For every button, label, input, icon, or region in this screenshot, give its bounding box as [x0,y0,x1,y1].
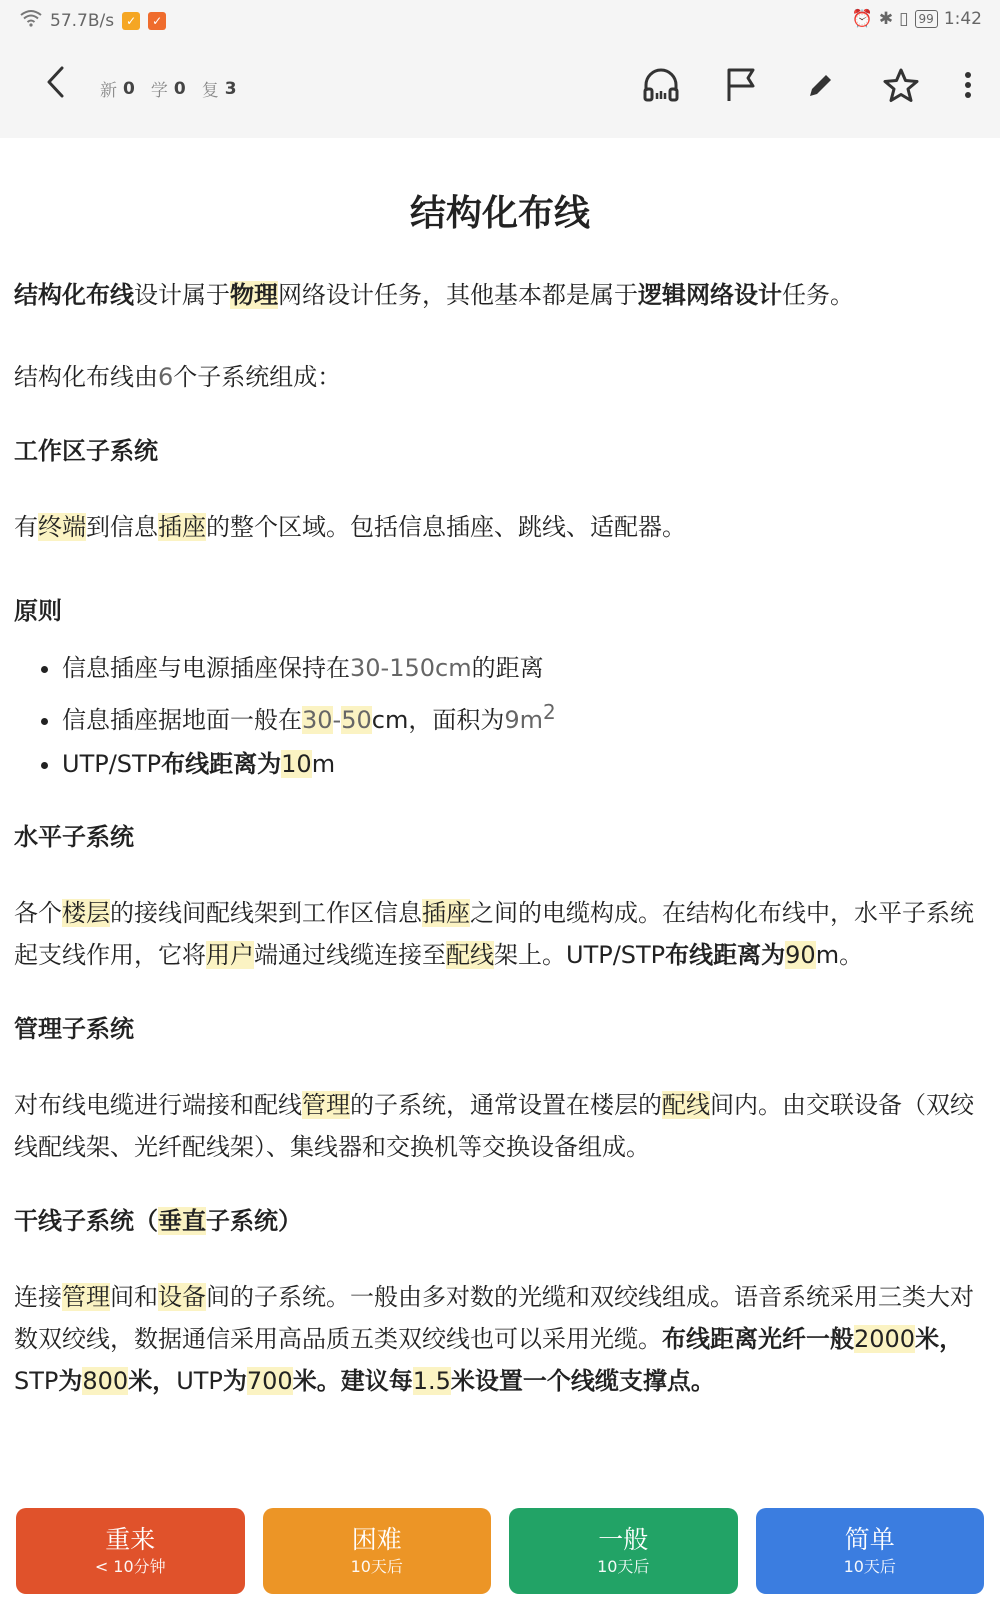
section-heading: 水平子系统 [14,823,134,851]
list-item [62,646,986,690]
term: 为 [222,1367,247,1395]
review-label: 复 [201,81,219,101]
text: 间和 [110,1283,158,1311]
answer-buttons [16,1508,984,1594]
composition-paragraph [14,356,986,398]
section-heading: 工作区子系统 [14,437,158,465]
number: 30-150cm [350,654,472,682]
highlight: 设备 [158,1283,206,1311]
hard-interval: 10天后 [350,1557,403,1576]
section-heading: 原则 [14,597,62,625]
toolbar [636,62,980,112]
highlight: 50 [341,706,372,734]
flag-button[interactable] [716,62,766,112]
highlight: 楼层 [62,899,110,927]
headphones-icon [641,67,681,107]
text: UTP [176,1367,223,1395]
highlight: 插座 [158,513,206,541]
highlight: 配线 [446,941,494,969]
status-left [20,9,166,32]
text: STP [14,1367,59,1395]
notification-icon: ✓ [122,12,140,30]
card-content [14,150,986,1402]
superscript: 2 [543,700,556,724]
highlight: 管理 [62,1283,110,1311]
term: 米， [915,1325,964,1353]
new-label: 新 [100,81,117,101]
number: 9m [504,706,543,734]
highlight: 90 [785,941,816,969]
term: 米。建议每 [292,1367,413,1395]
back-icon [44,65,68,103]
good-label: 一般 [598,1525,649,1554]
horizontal-paragraph [14,892,986,976]
highlight: 垂直 [158,1207,206,1235]
highlight: 1.5 [412,1367,451,1395]
text: 有 [14,513,38,541]
highlight: 700 [246,1367,293,1395]
text: 对布线电缆进行端接和配线 [14,1091,302,1119]
clock: 1:42 [943,9,982,29]
highlight: 物理 [230,281,278,309]
vibrate-icon: ▯ [899,9,909,29]
easy-interval: 10天后 [843,1557,896,1576]
text: m [311,750,336,778]
app-bar [0,40,1000,138]
hard-button[interactable] [263,1508,492,1594]
term: 布线距离为 [161,750,282,778]
term: 为 [58,1367,83,1395]
more-button[interactable] [956,62,980,112]
star-icon [882,67,920,107]
highlight: 用户 [206,941,254,969]
star-button[interactable] [876,62,926,112]
again-interval: < 10分钟 [94,1557,166,1576]
text: 信息插座据地面一般在 [62,706,302,734]
term: 逻辑网络设计 [638,281,782,309]
text: 子系统） [206,1207,302,1235]
highlight: 终端 [38,513,86,541]
text: 的距离 [471,654,544,682]
text: 之间的电缆构成。在结构化布线中，水平子系统起支线作用，它将 [14,899,974,969]
term: 米设置一个线缆支撑点。 [450,1367,715,1395]
notification-icon: ✓ [148,12,166,30]
battery-icon: 99 [915,10,938,28]
highlight: 管理 [302,1091,350,1119]
backbone-paragraph [14,1276,986,1402]
again-label: 重来 [105,1525,156,1554]
page-title: 结构化布线 [409,193,590,234]
highlight: 30 [302,706,333,734]
more-vertical-icon [964,71,972,103]
learn-count: 0 [173,78,186,99]
text: 间内。由交联设备（双绞线配线架、光纤配线架）、集线器和交换机等交换设备组成。 [14,1091,974,1161]
term: 布线距离光纤一般 [662,1325,854,1353]
hard-label: 困难 [351,1525,402,1554]
text: 各个 [14,899,62,927]
management-paragraph [14,1084,986,1168]
text: 的子系统，通常设置在楼层的 [350,1091,662,1119]
easy-button[interactable] [756,1508,985,1594]
text: UTP/STP [62,750,162,778]
good-interval: 10天后 [597,1557,650,1576]
pencil-icon [806,70,836,104]
back-button[interactable] [36,64,76,104]
text: - [332,706,342,734]
status-bar [0,0,1000,40]
term: 结构化布线 [14,281,134,309]
text: 端通过线缆连接至 [254,941,446,969]
text: 架上。UTP/STP [494,941,666,969]
text: 个子系统组成： [173,363,342,391]
easy-label: 简单 [844,1525,895,1554]
new-count: 0 [123,78,135,99]
text: 连接 [14,1283,62,1311]
work-area-paragraph [14,506,986,548]
highlight: 10 [281,750,312,778]
text: 的接线间配线架到工作区信息 [110,899,422,927]
list-item [62,742,986,786]
good-button[interactable] [509,1508,738,1594]
text: 信息插座与电源插座保持在 [62,654,350,682]
review-count: 3 [224,78,237,99]
learn-label: 学 [150,81,168,101]
card-counters [100,76,247,101]
text: m。 [815,941,864,969]
text: 设计属于 [134,281,230,309]
text: 间的子系统。一般由多对数的光缆和双绞线组成。语音系统采用三类大对数双绞线，数据通信采用高品质五类双绞线也可以采用光缆。 [14,1283,974,1353]
list-item [62,690,986,742]
text: 任务。 [782,281,854,309]
highlight: 插座 [422,899,470,927]
section-heading: 管理子系统 [14,1015,134,1043]
intro-paragraph [14,274,986,316]
status-right [852,9,982,29]
edit-button[interactable] [796,62,846,112]
term: 布线距离为 [665,941,786,969]
term: 米， [128,1367,177,1395]
principles-list [14,646,986,786]
text: 的整个区域。包括信息插座、跳线、适配器。 [206,513,686,541]
flag-icon [724,67,758,107]
section-heading [14,1200,986,1242]
highlight: 配线 [662,1091,710,1119]
number: 6 [158,363,174,391]
text: 干线子系统（ [14,1207,158,1235]
text: cm，面积为 [371,706,505,734]
alarm-icon: ⏰ [851,9,873,29]
wifi-icon [20,9,42,32]
again-button[interactable] [16,1508,245,1594]
audio-button[interactable] [636,62,686,112]
text: 到信息 [86,513,158,541]
text: 结构化布线由 [14,363,158,391]
text: 网络设计任务，其他基本都是属于 [278,281,638,309]
bluetooth-icon: ✱ [878,9,894,29]
highlight: 800 [82,1367,129,1395]
highlight: 2000 [854,1325,916,1353]
net-speed: 57.7B/s [50,10,115,31]
